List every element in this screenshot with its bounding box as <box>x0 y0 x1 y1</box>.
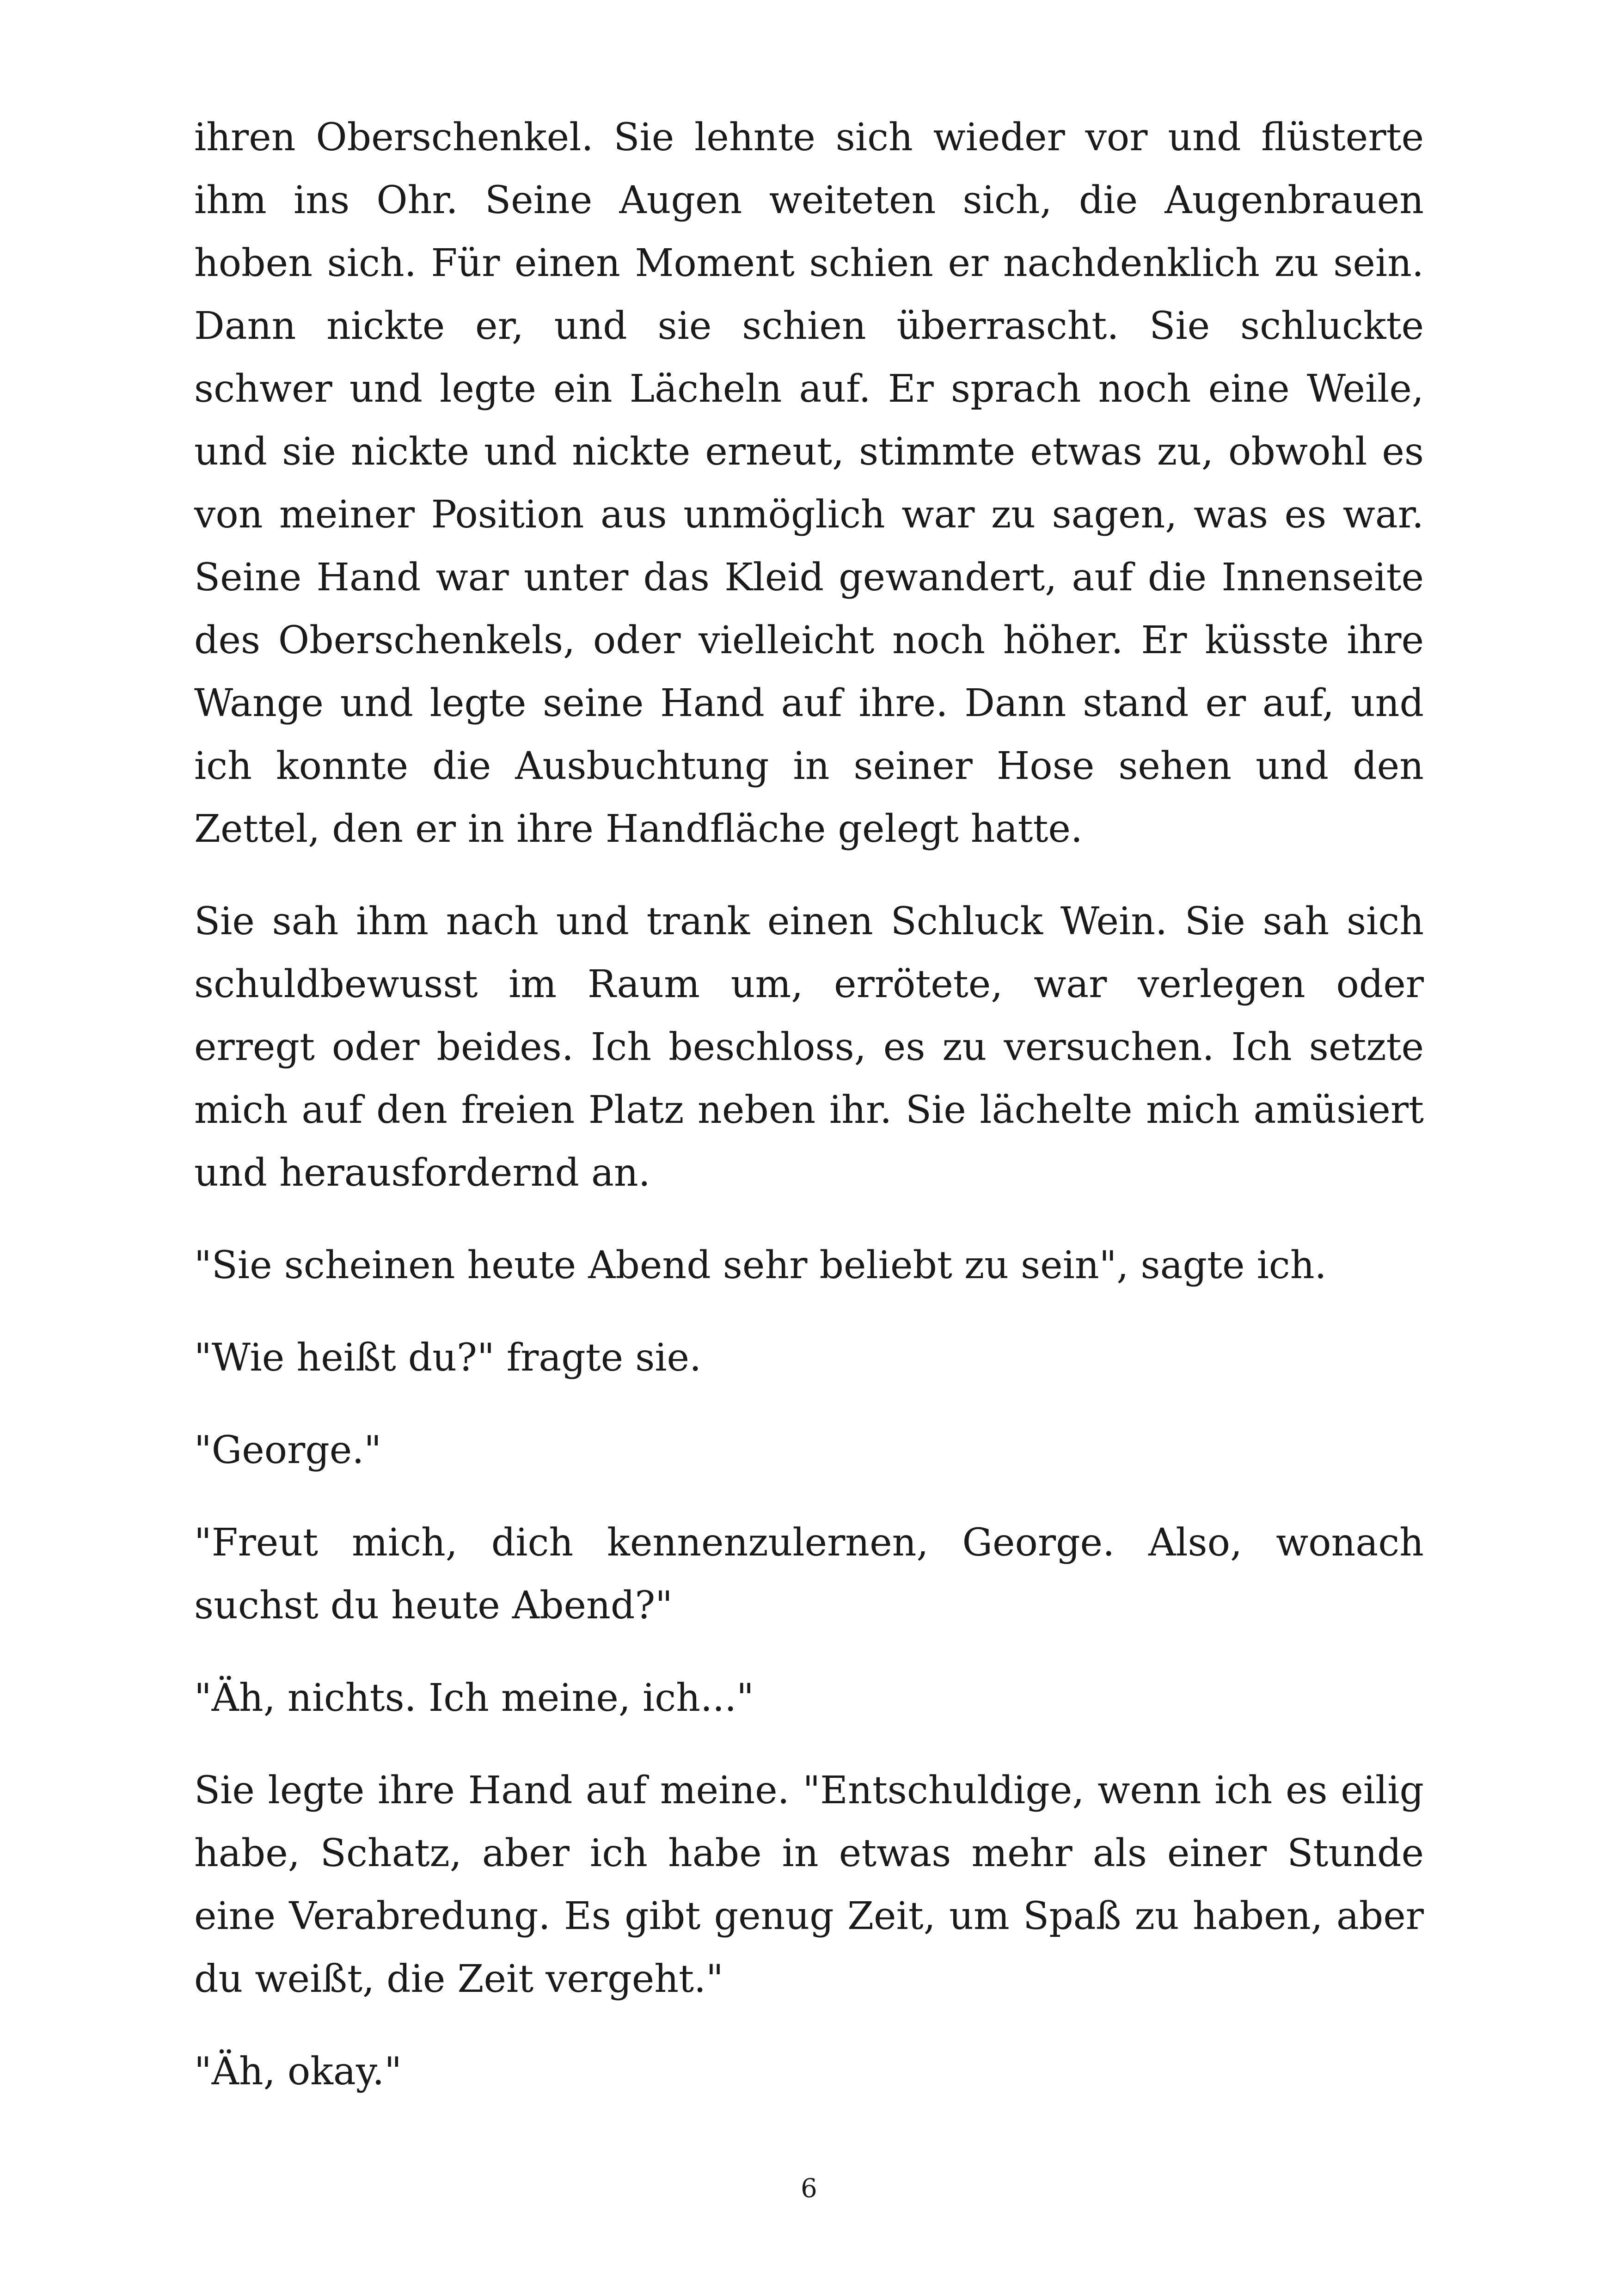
paragraph: "Äh, nichts. Ich meine, ich..." <box>194 1676 754 1720</box>
paragraph: Sie legte ihre Hand auf meine. "Entschuldige, wenn ich es eilig habe, Schatz, aber ich habe in etwas mehr als einer Stunde eine Verabredung. Es gibt genug Zeit, um Spaß zu haben, aber du weißt, die Zeit vergeht." <box>194 1769 1424 2001</box>
paragraph: "Wie heißt du?" fragte sie. <box>194 1336 702 1380</box>
paragraph: "George." <box>194 1428 382 1472</box>
paragraph: ihren Oberschenkel. Sie lehnte sich wieder vor und flüsterte ihm ins Ohr. Seine Augen weiteten sich, die Augenbrauen hoben sich. Für einen Moment schien er nachdenklich zu sein. Dann nickte er, und sie schien überrascht. Sie schluckte schwer und legte ein Lächeln auf. Er sprach noch eine Weile, und sie nickte und nickte erneut, stimmte etwas zu, obwohl es von meiner Position aus unmöglich war zu sagen, was es war. Seine Hand war unter das Kleid gewandert, auf die Innenseite des Oberschenkels, oder vielleicht noch höher. Er küsste ihre Wange und legte seine Hand auf ihre. Dann stand er auf, und ich konnte die Ausbuchtung in seiner Hose sehen und den Zettel, den er in ihre Handfläche gelegt hatte. <box>194 116 1424 851</box>
paragraph: Sie sah ihm nach und trank einen Schluck Wein. Sie sah sich schuldbewusst im Raum um, errötete, war verlegen oder erregt oder beides. Ich beschloss, es zu versuchen. Ich setzte mich auf den freien Platz neben ihr. Sie lächelte mich amüsiert und herausfordernd an. <box>194 900 1424 1195</box>
paragraph: "Äh, okay." <box>194 2050 402 2094</box>
paragraph: "Sie scheinen heute Abend sehr beliebt zu sein", sagte ich. <box>194 1243 1327 1287</box>
page-number: 6 <box>801 2174 817 2204</box>
body-text <box>194 106 1424 2133</box>
paragraph: "Freut mich, dich kennenzulernen, George. Also, wonach suchst du heute Abend?" <box>194 1521 1424 1628</box>
